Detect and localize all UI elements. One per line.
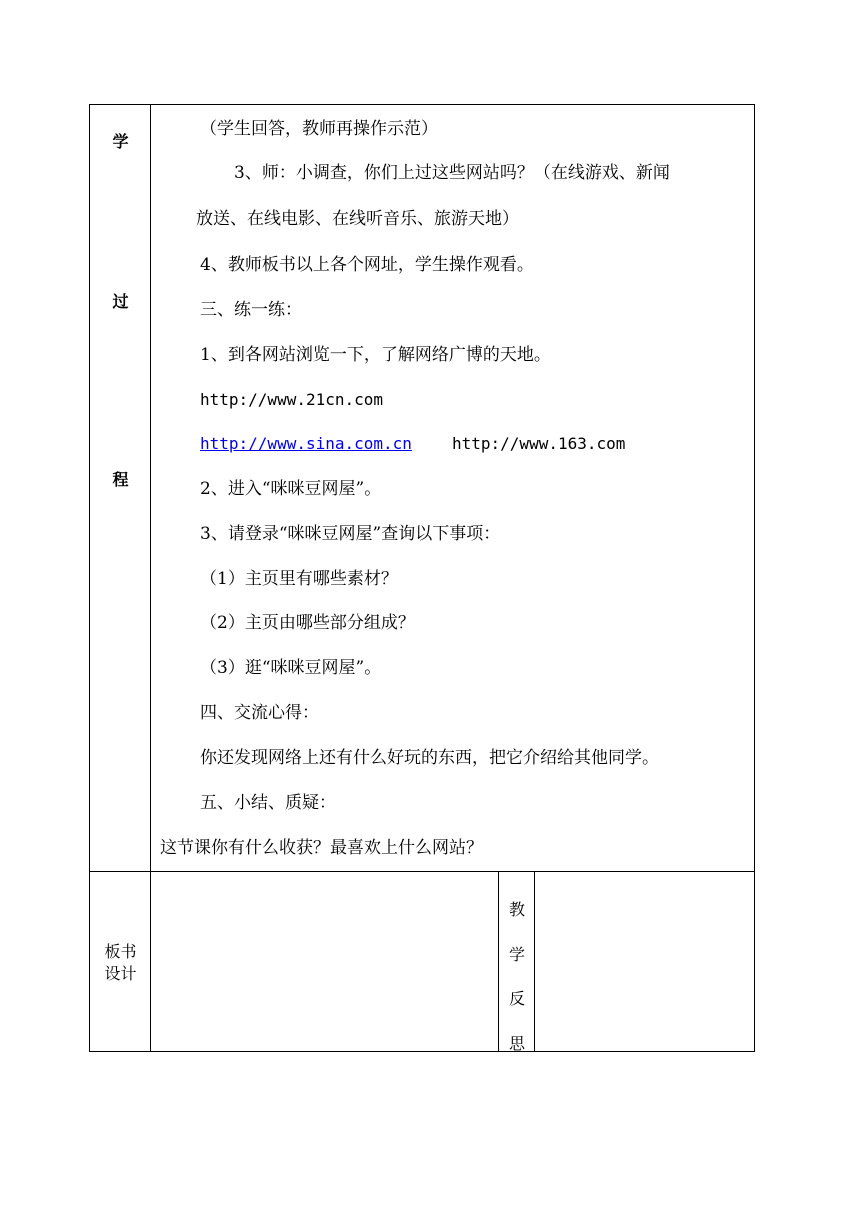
side-label-char-1: 学 [112, 132, 129, 151]
board-design-label-line-1: 板书 [104, 942, 137, 961]
board-design-label-line-2: 设计 [104, 964, 137, 983]
content-line: （1）主页里有哪些素材？ [200, 569, 398, 589]
reflection-label-char-2: 学 [508, 945, 525, 964]
content-line: （2）主页由哪些部分组成？ [200, 613, 415, 633]
content-line: 四、交流心得： [200, 703, 319, 723]
content-line: 4、教师板书以上各个网址，学生操作观看。 [200, 255, 534, 275]
content-line: 3、请登录“咪咪豆网屋”查询以下事项： [200, 524, 501, 544]
side-label-char-3: 程 [112, 470, 129, 489]
content-line: （学生回答，教师再操作示范） [200, 119, 438, 139]
content-line: 1、到各网站浏览一下，了解网络广博的天地。 [200, 345, 551, 365]
content-line: （3）逛“咪咪豆网屋”。 [200, 658, 382, 678]
url-sina-link[interactable]: http://www.sina.com.cn [200, 434, 412, 453]
board-design-label [90, 941, 151, 985]
reflection-area [535, 872, 754, 1051]
lesson-table [89, 104, 755, 1052]
content-line: 这节课你有什么收获？最喜欢上什么网站？ [160, 838, 483, 858]
content-line: 五、小结、质疑： [200, 793, 336, 813]
content-line: 放送、在线电影、在线听音乐、旅游天地） [196, 209, 519, 229]
url-21cn: http://www.21cn.com [200, 390, 384, 409]
reflection-label-char-1: 教 [508, 900, 525, 919]
url-163: http://www.163.com [452, 434, 626, 453]
content-line: 你还发现网络上还有什么好玩的东西，把它介绍给其他同学。 [200, 748, 659, 768]
side-label-char-2: 过 [112, 292, 129, 311]
board-design-area [151, 872, 498, 1051]
reflection-label-char-3: 反 [508, 989, 525, 1008]
content-line: 2、进入“咪咪豆网屋”。 [200, 479, 382, 499]
content-line: 3、师：小调查，你们上过这些网站吗？（在线游戏、新闻 [234, 163, 670, 183]
reflection-label-char-4: 思 [508, 1034, 525, 1053]
content-line: 三、练一练： [200, 300, 302, 320]
